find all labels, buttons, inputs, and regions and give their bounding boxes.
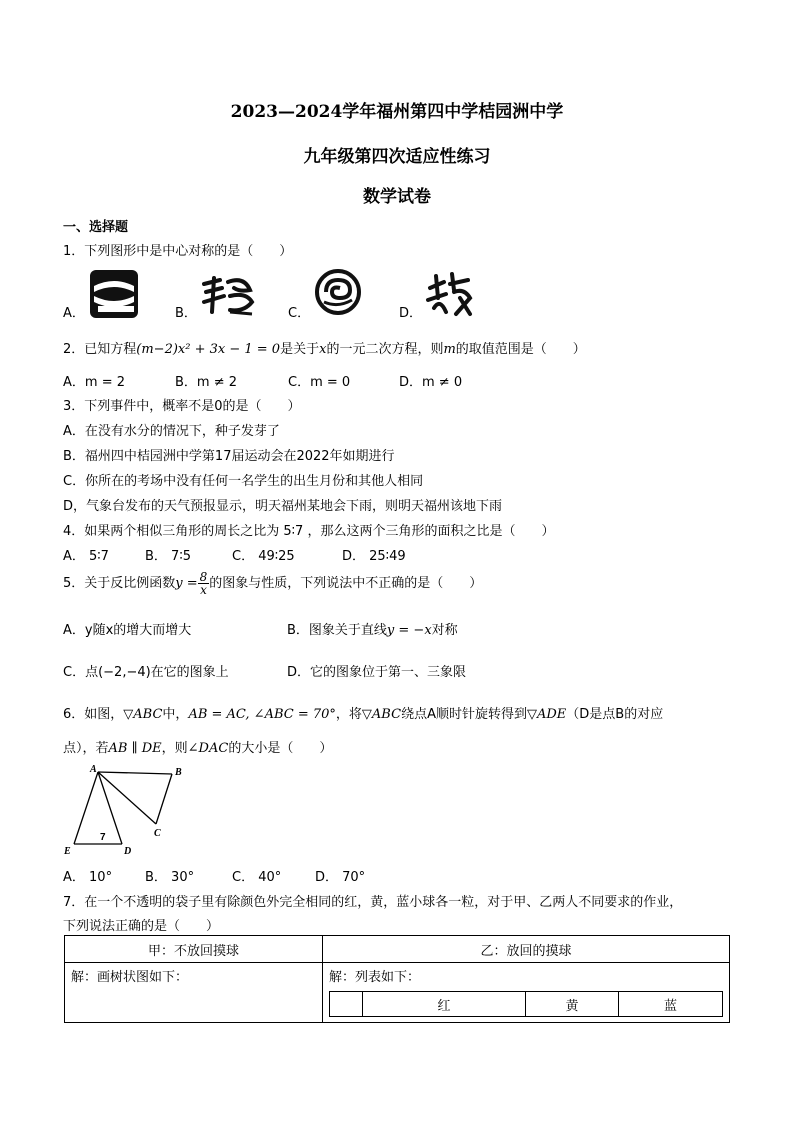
- q4-stem: 4．如果两个相似三角形的周长之比为 5∶7 ，那么这两个三角形的面积之比是（ ）: [63, 524, 555, 539]
- q6-line2-a: 点），若: [63, 741, 109, 756]
- q7-line2: 下列说法正确的是（ ）: [63, 919, 220, 934]
- q1-label-c: C．: [288, 306, 311, 321]
- q2-option-b: B．m ≠ 2: [175, 375, 238, 390]
- q7-inner-table: [329, 991, 723, 1017]
- q6-condition: AB = AC, ∠ABC = 70°: [188, 707, 336, 722]
- q7-line1: 7．在一个不透明的袋子里有除颜色外完全相同的红，黄，蓝小球各一粒，对于甲、乙两人不同要求的作业，: [63, 895, 683, 910]
- q6-line2-b: ，则: [161, 741, 188, 756]
- q6-parallel: AB ∥ DE: [108, 741, 162, 756]
- q6-label-d: D: [124, 846, 132, 857]
- q4-option-c: C． 49∶25: [232, 549, 295, 564]
- q7-body-yi-text: 解：列表如下：: [329, 970, 421, 985]
- q6-line2-c: 的大小是（ ）: [228, 741, 333, 756]
- q1-label-b: B．: [175, 306, 197, 321]
- q6-line2: [63, 737, 332, 756]
- q2-option-d: D．m ≠ 0: [399, 375, 463, 390]
- q2-stem: [63, 338, 586, 357]
- exam-title-grade: 九年级第四次适应性练习: [303, 147, 491, 167]
- q5-option-c: C．点(−2,−4)在它的图象上: [63, 665, 229, 680]
- q5-frac-num: 8: [199, 570, 208, 584]
- q6-label-a: A: [90, 764, 97, 775]
- q2-stem-b: 是关于: [280, 342, 320, 357]
- q6-line1-e: （D是点B的对应: [566, 707, 664, 722]
- q3-option-a: A．在没有水分的情况下，种子发芽了: [63, 424, 280, 439]
- q4-option-a: A． 5∶7: [63, 549, 109, 564]
- q6-option-b: B． 30°: [145, 870, 195, 885]
- q2-option-a: A．m = 2: [63, 375, 125, 390]
- section-heading: 一、选择题: [63, 220, 129, 235]
- q6-line1: [63, 703, 663, 722]
- q7-header-jia: 甲：不放回摸球: [65, 936, 323, 963]
- q5-option-b: [287, 619, 458, 638]
- q2-option-c: C．m = 0: [288, 375, 351, 390]
- q6-label-seven: 7: [100, 832, 106, 843]
- q1-figure-b-icon: [200, 272, 256, 318]
- q1-label-d: D．: [399, 306, 423, 321]
- q5-option-d: D．它的图象位于第一、三象限: [287, 665, 467, 680]
- q6-triangle-abc-2: ▽ABC: [361, 707, 402, 722]
- q1-figure-a-icon: [88, 268, 140, 320]
- q2-equation: (m−2)x² + 3x − 1 = 0: [136, 342, 281, 357]
- q7-inner-blue: 蓝: [619, 992, 723, 1017]
- q3-option-c: C．你所在的考场中没有任何一名学生的出生月份和其他人相同: [63, 474, 424, 489]
- q6-line1-b: 中，: [162, 707, 189, 722]
- exam-title-school: 2023—2024学年福州第四中学桔园洲中学: [230, 102, 564, 122]
- q3-option-d: D，气象台发布的天气预报显示，明天福州某地会下雨，则明天福州该地下雨: [63, 499, 503, 514]
- q5-stem-b: 的图象与性质，下列说法中不正确的是（ ）: [209, 576, 483, 591]
- q7-body-jia: 解：画树状图如下：: [65, 963, 323, 1023]
- q5-option-b-eq: y = −x: [386, 623, 432, 638]
- q6-label-b: B: [175, 767, 182, 778]
- q7-table: [64, 935, 730, 1023]
- q7-body-yi: [323, 963, 730, 1023]
- q1-stem: 1．下列图形中是中心对称的是（ ）: [63, 244, 293, 259]
- q6-rotation-figure: [62, 762, 192, 858]
- q1-figure-c-icon: [314, 268, 362, 316]
- q6-triangle-abc: ▽ABC: [123, 707, 163, 722]
- q6-option-a: A． 10°: [63, 870, 113, 885]
- q5-option-a: A．y随x的增大而增大: [63, 623, 192, 638]
- q5-option-b-a: B．图象关于直线: [287, 623, 387, 638]
- q2-var-x: x: [319, 342, 327, 357]
- q4-option-b: B． 7∶5: [145, 549, 191, 564]
- q6-option-c: C． 40°: [232, 870, 282, 885]
- q6-line1-a: 6．如图，: [63, 707, 124, 722]
- exam-title-subject: 数学试卷: [363, 187, 431, 207]
- q6-line1-c: ，将: [335, 707, 362, 722]
- q7-inner-red: 红: [363, 992, 526, 1017]
- q5-stem: [63, 570, 482, 598]
- q5-stem-a: 5．关于反比例函数: [63, 576, 176, 591]
- q6-line1-d: 绕点A顺时针旋转得到: [401, 707, 527, 722]
- q2-stem-c: 的一元二次方程，则: [326, 342, 444, 357]
- q6-option-d: D． 70°: [315, 870, 366, 885]
- q2-stem-d: 的取值范围是（ ）: [455, 342, 586, 357]
- q4-option-d: D． 25∶49: [342, 549, 406, 564]
- q1-label-a: A．: [63, 306, 85, 321]
- q6-label-c: C: [154, 828, 161, 839]
- q1-figure-d-icon: [424, 268, 474, 318]
- q3-option-b: B．福州四中桔园洲中学第17届运动会在2022年如期进行: [63, 449, 395, 464]
- q2-var-m: m: [443, 342, 456, 357]
- q5-frac-den: x: [200, 583, 207, 597]
- q3-stem: 3．下列事件中，概率不是0的是（ ）: [63, 399, 301, 414]
- q5-func-lhs: y =: [175, 576, 198, 591]
- q5-option-b-b: 对称: [431, 623, 458, 638]
- q6-label-e: E: [64, 846, 71, 857]
- q6-angle-dac: ∠DAC: [187, 741, 229, 756]
- q2-stem-a: 2．已知方程: [63, 342, 137, 357]
- q5-fraction: [198, 571, 210, 596]
- q7-inner-yellow: 黄: [526, 992, 619, 1017]
- q7-header-yi: 乙：放回的摸球: [323, 936, 730, 963]
- q6-triangle-ade: ▽ADE: [526, 707, 567, 722]
- q7-inner-corner: [330, 992, 363, 1017]
